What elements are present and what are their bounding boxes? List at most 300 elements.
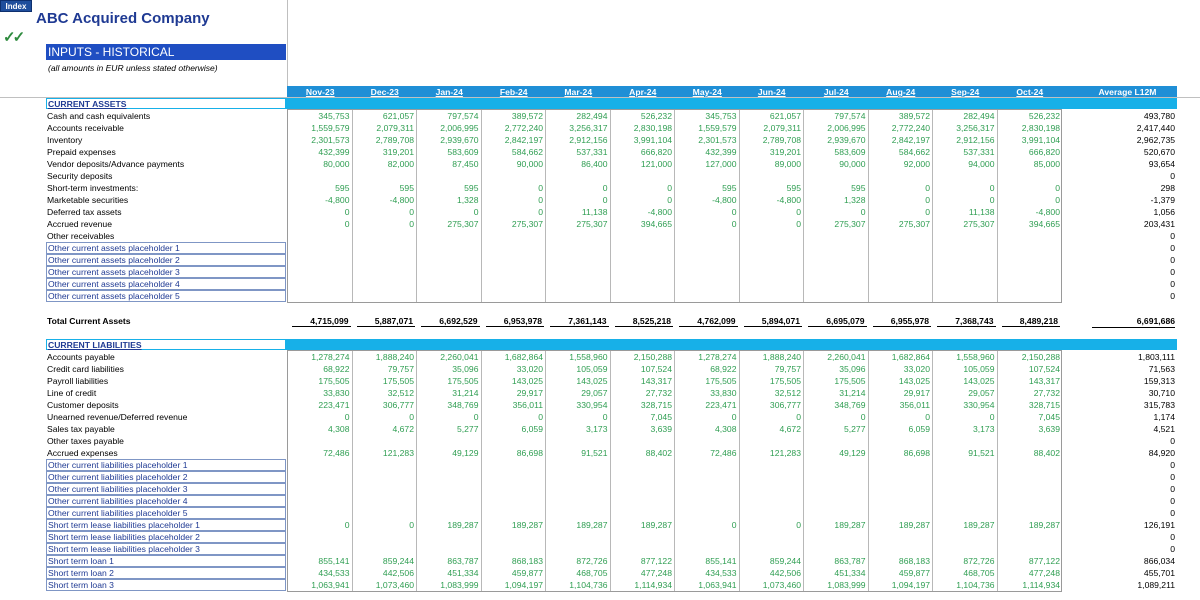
input-cell[interactable]: 859,244 — [353, 555, 418, 567]
input-cell[interactable]: 1,558,960 — [933, 351, 998, 363]
input-cell[interactable] — [675, 483, 740, 495]
input-cell[interactable] — [353, 266, 418, 278]
input-cell[interactable]: 2,006,995 — [417, 122, 482, 134]
input-cell[interactable]: 1,083,999 — [804, 579, 869, 591]
input-cell[interactable] — [869, 170, 934, 182]
input-cell[interactable]: 3,173 — [933, 423, 998, 435]
input-cell[interactable] — [482, 266, 547, 278]
input-cell[interactable]: 345,753 — [288, 110, 353, 122]
input-cell[interactable] — [998, 278, 1063, 290]
input-cell[interactable] — [417, 471, 482, 483]
input-cell[interactable] — [869, 242, 934, 254]
input-cell[interactable] — [288, 459, 353, 471]
input-cell[interactable]: 468,705 — [933, 567, 998, 579]
input-cell[interactable]: 868,183 — [482, 555, 547, 567]
input-cell[interactable]: 0 — [869, 182, 934, 194]
input-cell[interactable]: 49,129 — [804, 447, 869, 459]
input-cell[interactable] — [611, 459, 676, 471]
input-cell[interactable]: 859,244 — [740, 555, 805, 567]
input-cell[interactable] — [288, 495, 353, 507]
input-cell[interactable]: 33,020 — [482, 363, 547, 375]
input-cell[interactable] — [740, 170, 805, 182]
input-cell[interactable] — [546, 483, 611, 495]
input-cell[interactable]: 121,283 — [353, 447, 418, 459]
input-cell[interactable]: 2,260,041 — [417, 351, 482, 363]
input-cell[interactable]: 2,150,288 — [1021, 352, 1060, 362]
input-cell[interactable] — [675, 230, 740, 242]
input-cell[interactable] — [804, 230, 869, 242]
input-cell[interactable] — [417, 435, 482, 447]
input-cell[interactable] — [353, 242, 418, 254]
input-cell[interactable]: 121,283 — [740, 447, 805, 459]
input-cell[interactable]: 3,639 — [611, 423, 676, 435]
input-cell[interactable] — [482, 254, 547, 266]
input-cell[interactable]: 863,787 — [417, 555, 482, 567]
input-cell[interactable] — [353, 230, 418, 242]
input-cell[interactable] — [740, 471, 805, 483]
input-cell[interactable]: 4,308 — [675, 423, 740, 435]
input-cell[interactable] — [675, 471, 740, 483]
input-cell[interactable] — [740, 242, 805, 254]
input-cell[interactable]: 477,248 — [1028, 568, 1060, 578]
input-cell[interactable]: -4,800 — [288, 194, 353, 206]
input-cell[interactable]: 282,494 — [933, 110, 998, 122]
input-cell[interactable]: 0 — [482, 194, 547, 206]
input-cell[interactable]: 175,505 — [740, 375, 805, 387]
input-cell[interactable]: 1,094,197 — [482, 579, 547, 591]
input-cell[interactable] — [804, 483, 869, 495]
index-button[interactable]: Index — [0, 0, 32, 12]
input-cell[interactable]: 389,572 — [482, 110, 547, 122]
input-cell[interactable] — [998, 459, 1063, 471]
input-cell[interactable] — [353, 290, 418, 302]
input-cell[interactable]: 29,917 — [482, 387, 547, 399]
input-cell[interactable]: 1,094,197 — [869, 579, 934, 591]
input-cell[interactable]: 143,025 — [482, 375, 547, 387]
input-cell[interactable]: 1,073,460 — [740, 579, 805, 591]
input-cell[interactable]: -4,800 — [611, 206, 676, 218]
input-cell[interactable]: 1,682,864 — [482, 351, 547, 363]
input-cell[interactable] — [869, 266, 934, 278]
input-cell[interactable] — [546, 471, 611, 483]
input-cell[interactable] — [869, 254, 934, 266]
input-cell[interactable] — [417, 242, 482, 254]
input-cell[interactable]: 595 — [353, 182, 418, 194]
input-cell[interactable]: 0 — [353, 206, 418, 218]
input-cell[interactable] — [675, 459, 740, 471]
input-cell[interactable]: 1,104,736 — [933, 579, 998, 591]
input-cell[interactable]: 189,287 — [482, 519, 547, 531]
input-cell[interactable] — [353, 483, 418, 495]
input-cell[interactable]: 33,830 — [675, 387, 740, 399]
input-cell[interactable]: 1,083,999 — [417, 579, 482, 591]
input-cell[interactable]: 1,073,460 — [353, 579, 418, 591]
input-cell[interactable]: 3,991,104 — [1021, 135, 1060, 145]
input-cell[interactable]: 87,450 — [417, 158, 482, 170]
input-cell[interactable] — [288, 483, 353, 495]
input-cell[interactable]: -4,800 — [353, 194, 418, 206]
input-cell[interactable]: 0 — [353, 411, 418, 423]
input-cell[interactable]: 863,787 — [804, 555, 869, 567]
input-cell[interactable]: 0 — [288, 411, 353, 423]
input-cell[interactable] — [482, 471, 547, 483]
input-cell[interactable] — [933, 278, 998, 290]
input-cell[interactable] — [611, 278, 676, 290]
input-cell[interactable]: 0 — [804, 206, 869, 218]
input-cell[interactable] — [353, 278, 418, 290]
input-cell[interactable]: 855,141 — [675, 555, 740, 567]
input-cell[interactable]: 394,665 — [1028, 219, 1060, 229]
input-cell[interactable]: 127,000 — [675, 158, 740, 170]
input-cell[interactable]: 0 — [1055, 183, 1060, 193]
input-cell[interactable]: 0 — [740, 206, 805, 218]
input-cell[interactable]: -4,800 — [1035, 207, 1060, 217]
input-cell[interactable]: 356,011 — [869, 399, 934, 411]
input-cell[interactable]: 2,842,197 — [869, 134, 934, 146]
input-cell[interactable] — [611, 266, 676, 278]
input-cell[interactable]: 0 — [482, 206, 547, 218]
input-cell[interactable]: 0 — [675, 218, 740, 230]
input-cell[interactable] — [482, 290, 547, 302]
input-cell[interactable]: 1,104,736 — [546, 579, 611, 591]
input-cell[interactable]: 0 — [933, 194, 998, 206]
input-cell[interactable]: 2,772,240 — [869, 122, 934, 134]
input-cell[interactable] — [804, 290, 869, 302]
input-cell[interactable]: 2,079,311 — [353, 122, 418, 134]
input-cell[interactable]: 595 — [740, 182, 805, 194]
input-cell[interactable] — [611, 507, 676, 519]
input-cell[interactable] — [998, 483, 1063, 495]
input-cell[interactable]: 872,726 — [546, 555, 611, 567]
input-cell[interactable] — [740, 254, 805, 266]
input-cell[interactable] — [869, 495, 934, 507]
input-cell[interactable] — [869, 435, 934, 447]
input-cell[interactable]: 0 — [288, 218, 353, 230]
input-cell[interactable] — [998, 495, 1063, 507]
input-cell[interactable]: 4,672 — [740, 423, 805, 435]
input-cell[interactable] — [353, 471, 418, 483]
input-cell[interactable] — [288, 507, 353, 519]
input-cell[interactable]: 0 — [740, 218, 805, 230]
input-cell[interactable]: 584,662 — [869, 146, 934, 158]
input-cell[interactable]: 11,138 — [933, 206, 998, 218]
input-cell[interactable] — [288, 278, 353, 290]
input-cell[interactable] — [417, 254, 482, 266]
input-cell[interactable]: 82,000 — [353, 158, 418, 170]
input-cell[interactable]: 7,045 — [1038, 412, 1060, 422]
input-cell[interactable]: 797,574 — [417, 110, 482, 122]
input-cell[interactable] — [933, 435, 998, 447]
input-cell[interactable]: 2,260,041 — [804, 351, 869, 363]
input-cell[interactable]: 275,307 — [869, 218, 934, 230]
input-cell[interactable]: 2,150,288 — [611, 351, 676, 363]
input-cell[interactable]: 2,301,573 — [675, 134, 740, 146]
input-cell[interactable]: 0 — [740, 519, 805, 531]
input-cell[interactable]: 2,939,670 — [804, 134, 869, 146]
input-cell[interactable] — [740, 435, 805, 447]
input-cell[interactable] — [482, 531, 547, 543]
input-cell[interactable] — [546, 242, 611, 254]
input-cell[interactable]: 2,939,670 — [417, 134, 482, 146]
input-cell[interactable]: 72,486 — [288, 447, 353, 459]
input-cell[interactable] — [288, 266, 353, 278]
input-cell[interactable]: 0 — [1055, 195, 1060, 205]
input-cell[interactable] — [288, 471, 353, 483]
input-cell[interactable]: 4,672 — [353, 423, 418, 435]
input-cell[interactable]: 432,399 — [675, 146, 740, 158]
input-cell[interactable] — [998, 230, 1063, 242]
input-cell[interactable] — [804, 459, 869, 471]
input-cell[interactable]: 595 — [675, 182, 740, 194]
input-cell[interactable]: 89,000 — [740, 158, 805, 170]
input-cell[interactable]: 175,505 — [675, 375, 740, 387]
input-cell[interactable] — [740, 278, 805, 290]
input-cell[interactable]: 394,665 — [611, 218, 676, 230]
input-cell[interactable]: 666,820 — [611, 146, 676, 158]
input-cell[interactable] — [998, 290, 1063, 302]
input-cell[interactable] — [675, 507, 740, 519]
input-cell[interactable]: 0 — [353, 218, 418, 230]
input-cell[interactable] — [546, 170, 611, 182]
input-cell[interactable] — [869, 507, 934, 519]
input-cell[interactable] — [288, 254, 353, 266]
input-cell[interactable]: 275,307 — [417, 218, 482, 230]
input-cell[interactable] — [869, 543, 934, 555]
input-cell[interactable]: 2,772,240 — [482, 122, 547, 134]
input-cell[interactable] — [546, 531, 611, 543]
input-cell[interactable] — [869, 471, 934, 483]
input-cell[interactable]: 1,559,579 — [288, 122, 353, 134]
input-cell[interactable]: 583,609 — [417, 146, 482, 158]
input-cell[interactable]: 275,307 — [933, 218, 998, 230]
input-cell[interactable]: 2,301,573 — [288, 134, 353, 146]
input-cell[interactable] — [546, 435, 611, 447]
input-cell[interactable]: 0 — [546, 182, 611, 194]
input-cell[interactable]: 121,000 — [611, 158, 676, 170]
input-cell[interactable]: 5,277 — [804, 423, 869, 435]
input-cell[interactable] — [417, 459, 482, 471]
input-cell[interactable] — [482, 278, 547, 290]
input-cell[interactable]: 2,912,156 — [933, 134, 998, 146]
input-cell[interactable]: 5,277 — [417, 423, 482, 435]
input-cell[interactable]: 33,020 — [869, 363, 934, 375]
input-cell[interactable] — [998, 266, 1063, 278]
input-cell[interactable]: 330,954 — [933, 399, 998, 411]
input-cell[interactable]: 328,715 — [1028, 400, 1060, 410]
input-cell[interactable]: 595 — [417, 182, 482, 194]
input-cell[interactable] — [740, 495, 805, 507]
input-cell[interactable] — [804, 531, 869, 543]
input-cell[interactable] — [482, 543, 547, 555]
input-cell[interactable]: 189,287 — [611, 519, 676, 531]
input-cell[interactable]: 459,877 — [482, 567, 547, 579]
input-cell[interactable] — [740, 266, 805, 278]
input-cell[interactable]: 1,063,941 — [675, 579, 740, 591]
input-cell[interactable] — [288, 543, 353, 555]
input-cell[interactable]: 2,912,156 — [546, 134, 611, 146]
input-cell[interactable] — [417, 543, 482, 555]
input-cell[interactable] — [933, 507, 998, 519]
input-cell[interactable]: 11,138 — [546, 206, 611, 218]
input-cell[interactable] — [611, 290, 676, 302]
input-cell[interactable]: 1,888,240 — [353, 351, 418, 363]
input-cell[interactable]: 306,777 — [740, 399, 805, 411]
input-cell[interactable]: 143,317 — [1028, 376, 1060, 386]
input-cell[interactable]: 0 — [675, 519, 740, 531]
input-cell[interactable]: 2,830,198 — [1021, 123, 1060, 133]
input-cell[interactable] — [482, 170, 547, 182]
input-cell[interactable] — [804, 242, 869, 254]
input-cell[interactable]: 3,991,104 — [611, 134, 676, 146]
input-cell[interactable] — [417, 170, 482, 182]
input-cell[interactable]: 537,331 — [933, 146, 998, 158]
input-cell[interactable] — [546, 254, 611, 266]
input-cell[interactable] — [675, 278, 740, 290]
input-cell[interactable]: 328,715 — [611, 399, 676, 411]
input-cell[interactable] — [804, 507, 869, 519]
input-cell[interactable] — [675, 170, 740, 182]
input-cell[interactable]: 0 — [804, 411, 869, 423]
input-cell[interactable]: 621,057 — [353, 110, 418, 122]
input-cell[interactable]: 595 — [804, 182, 869, 194]
input-cell[interactable] — [482, 242, 547, 254]
input-cell[interactable] — [611, 170, 676, 182]
input-cell[interactable] — [740, 507, 805, 519]
input-cell[interactable]: 468,705 — [546, 567, 611, 579]
input-cell[interactable] — [353, 254, 418, 266]
input-cell[interactable]: 0 — [869, 411, 934, 423]
input-cell[interactable] — [417, 266, 482, 278]
input-cell[interactable] — [288, 242, 353, 254]
input-cell[interactable]: 621,057 — [740, 110, 805, 122]
input-cell[interactable]: 0 — [675, 206, 740, 218]
input-cell[interactable] — [611, 471, 676, 483]
input-cell[interactable] — [998, 543, 1063, 555]
input-cell[interactable] — [804, 495, 869, 507]
input-cell[interactable] — [933, 471, 998, 483]
input-cell[interactable] — [611, 230, 676, 242]
input-cell[interactable] — [417, 230, 482, 242]
input-cell[interactable]: 477,248 — [611, 567, 676, 579]
input-cell[interactable]: 442,506 — [353, 567, 418, 579]
input-cell[interactable]: 0 — [933, 182, 998, 194]
input-cell[interactable]: 2,842,197 — [482, 134, 547, 146]
input-cell[interactable]: 434,533 — [288, 567, 353, 579]
input-cell[interactable] — [869, 230, 934, 242]
input-cell[interactable] — [869, 278, 934, 290]
input-cell[interactable] — [546, 459, 611, 471]
input-cell[interactable]: 175,505 — [288, 375, 353, 387]
input-cell[interactable]: 584,662 — [482, 146, 547, 158]
input-cell[interactable] — [869, 290, 934, 302]
input-cell[interactable] — [611, 531, 676, 543]
input-cell[interactable]: 0 — [675, 411, 740, 423]
input-cell[interactable]: 31,214 — [417, 387, 482, 399]
input-cell[interactable]: 0 — [611, 194, 676, 206]
input-cell[interactable]: 526,232 — [611, 110, 676, 122]
input-cell[interactable] — [417, 495, 482, 507]
input-cell[interactable]: 0 — [546, 194, 611, 206]
input-cell[interactable]: 94,000 — [933, 158, 998, 170]
input-cell[interactable] — [417, 483, 482, 495]
input-cell[interactable] — [482, 435, 547, 447]
input-cell[interactable] — [482, 483, 547, 495]
input-cell[interactable]: 275,307 — [482, 218, 547, 230]
input-cell[interactable]: 855,141 — [288, 555, 353, 567]
input-cell[interactable]: 877,122 — [1028, 556, 1060, 566]
input-cell[interactable]: 223,471 — [675, 399, 740, 411]
input-cell[interactable]: 2,079,311 — [740, 122, 805, 134]
input-cell[interactable]: 86,698 — [869, 447, 934, 459]
input-cell[interactable]: 32,512 — [353, 387, 418, 399]
input-cell[interactable]: 0 — [288, 519, 353, 531]
input-cell[interactable]: 90,000 — [804, 158, 869, 170]
input-cell[interactable]: 27,732 — [1033, 388, 1060, 398]
input-cell[interactable] — [611, 543, 676, 555]
input-cell[interactable] — [740, 543, 805, 555]
input-cell[interactable]: 666,820 — [1028, 147, 1060, 157]
input-cell[interactable]: 90,000 — [482, 158, 547, 170]
input-cell[interactable] — [482, 459, 547, 471]
input-cell[interactable]: 29,057 — [933, 387, 998, 399]
input-cell[interactable] — [353, 459, 418, 471]
input-cell[interactable]: 1,114,934 — [611, 579, 676, 591]
input-cell[interactable] — [353, 495, 418, 507]
input-cell[interactable] — [353, 435, 418, 447]
input-cell[interactable]: 68,922 — [675, 363, 740, 375]
input-cell[interactable]: 88,402 — [611, 447, 676, 459]
input-cell[interactable]: 105,059 — [546, 363, 611, 375]
input-cell[interactable]: 3,256,317 — [933, 122, 998, 134]
input-cell[interactable] — [804, 435, 869, 447]
input-cell[interactable] — [933, 170, 998, 182]
input-cell[interactable]: 189,287 — [546, 519, 611, 531]
input-cell[interactable] — [933, 483, 998, 495]
input-cell[interactable]: 0 — [546, 411, 611, 423]
input-cell[interactable] — [611, 254, 676, 266]
input-cell[interactable] — [546, 278, 611, 290]
input-cell[interactable]: 0 — [353, 519, 418, 531]
input-cell[interactable] — [998, 531, 1063, 543]
input-cell[interactable] — [353, 170, 418, 182]
input-cell[interactable] — [675, 254, 740, 266]
input-cell[interactable]: 389,572 — [869, 110, 934, 122]
input-cell[interactable]: 31,214 — [804, 387, 869, 399]
input-cell[interactable]: 2,830,198 — [611, 122, 676, 134]
input-cell[interactable] — [933, 495, 998, 507]
input-cell[interactable] — [933, 543, 998, 555]
input-cell[interactable]: 797,574 — [804, 110, 869, 122]
input-cell[interactable]: 0 — [869, 206, 934, 218]
input-cell[interactable] — [417, 531, 482, 543]
input-cell[interactable]: 143,025 — [933, 375, 998, 387]
input-cell[interactable] — [675, 242, 740, 254]
input-cell[interactable]: 85,000 — [1033, 159, 1060, 169]
input-cell[interactable] — [611, 495, 676, 507]
input-cell[interactable]: 6,059 — [869, 423, 934, 435]
input-cell[interactable] — [288, 230, 353, 242]
input-cell[interactable]: 442,506 — [740, 567, 805, 579]
input-cell[interactable]: 432,399 — [288, 146, 353, 158]
input-cell[interactable]: 189,287 — [804, 519, 869, 531]
input-cell[interactable] — [288, 170, 353, 182]
input-cell[interactable] — [804, 266, 869, 278]
input-cell[interactable]: 92,000 — [869, 158, 934, 170]
input-cell[interactable]: 2,789,708 — [740, 134, 805, 146]
input-cell[interactable]: 189,287 — [417, 519, 482, 531]
input-cell[interactable]: 91,521 — [933, 447, 998, 459]
input-cell[interactable]: 223,471 — [288, 399, 353, 411]
